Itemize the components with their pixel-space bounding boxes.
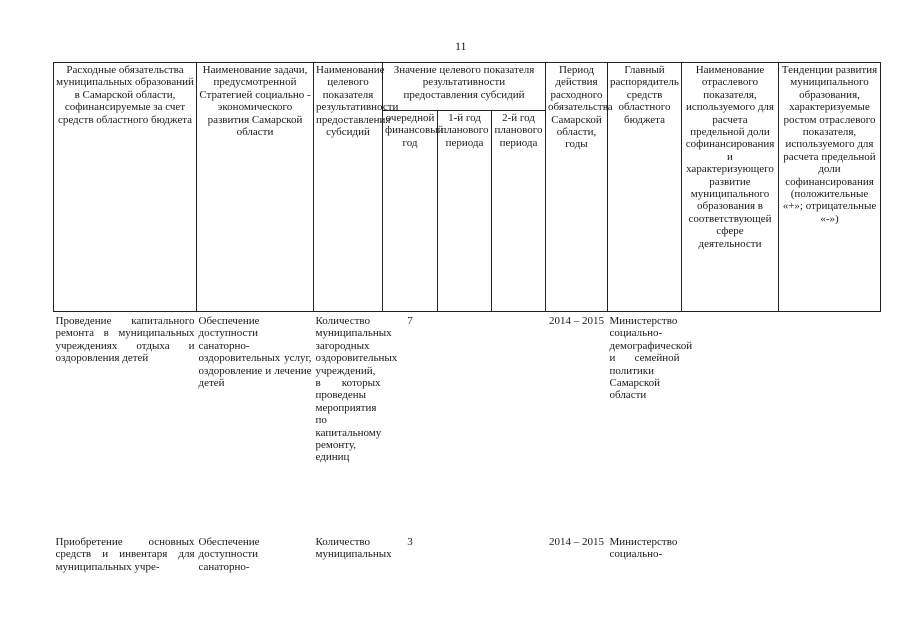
task-cell: Обеспечение доступности санаторно-оздоровительных услуг, оздоровление и лечение детей	[198, 315, 312, 390]
header-plan-year-1: 1-й год планового периода	[438, 111, 492, 312]
page-number: 11	[455, 39, 467, 53]
header-plan-year-2: 2-й год планового периода	[492, 111, 546, 312]
table-row	[54, 534, 881, 574]
header-indicator: Наименование целевого показателя результативности предоставления субсидий	[314, 63, 383, 312]
header-period: Период действия расходного обязательства Самарской области, годы	[546, 63, 608, 312]
sector-indicator-cell	[682, 534, 779, 574]
task-cell: Обеспечение доступности санаторно-	[198, 536, 260, 573]
value-year1-cell	[438, 534, 492, 574]
header-current-year: очередной финансовый год	[383, 111, 438, 312]
period-cell: 2014 – 2015	[549, 536, 604, 548]
sector-indicator-cell	[682, 312, 779, 535]
administrator-cell: Министерство социально-демографической и семейной политики Самарской области	[609, 315, 693, 402]
table-row	[54, 312, 881, 535]
header-indicator-values: Значение целевого показателя результативности предоставления субсидий	[383, 63, 546, 111]
trend-cell	[779, 534, 881, 574]
indicator-cell: Количество муниципальных	[315, 536, 392, 561]
trend-cell	[779, 312, 881, 535]
value-year2-cell	[492, 534, 546, 574]
period-cell: 2014 – 2015	[549, 315, 604, 327]
administrator-cell: Министерство социально-	[609, 536, 678, 561]
header-sector-indicator: Наименование отраслевого показателя, используемого для расчета предельной доли софинансирования и характеризующего развитие муниципального образования в соответствующей сфере деятельности	[682, 63, 779, 312]
obligation-cell: Проведение капитального ремонта в муниципальных учреждениях отдыха и оздоровления детей	[55, 315, 195, 365]
indicator-cell: Количество муниципальных загородных оздоровительных учреждений, в которых проведены мероприятия по капитальному ремонту, единиц	[315, 315, 398, 464]
header-obligations: Расходные обязательства муниципальных образований в Самарской области, софинансируемые за счет средств областного бюджета	[54, 63, 197, 312]
value-year1-cell	[438, 312, 492, 535]
value-current-cell: 3	[407, 536, 413, 548]
value-current-cell: 7	[407, 315, 413, 327]
header-trends: Тенденции развития муниципального образования, характеризуемые ростом отраслевого показателя, используемого для расчета предельной доли софинансирования (положительные «+»; отрицательные «-»)	[779, 63, 881, 312]
subsidy-table	[53, 62, 881, 574]
header-task: Наименование задачи, предусмотренной Стратегией социально - экономического развития Самарской области	[197, 63, 314, 312]
value-year2-cell	[492, 312, 546, 535]
obligation-cell: Приобретение основных средств и инвентаря для муниципальных учре-	[55, 536, 195, 573]
header-administrator: Главный распорядитель средств областного бюджета	[608, 63, 682, 312]
